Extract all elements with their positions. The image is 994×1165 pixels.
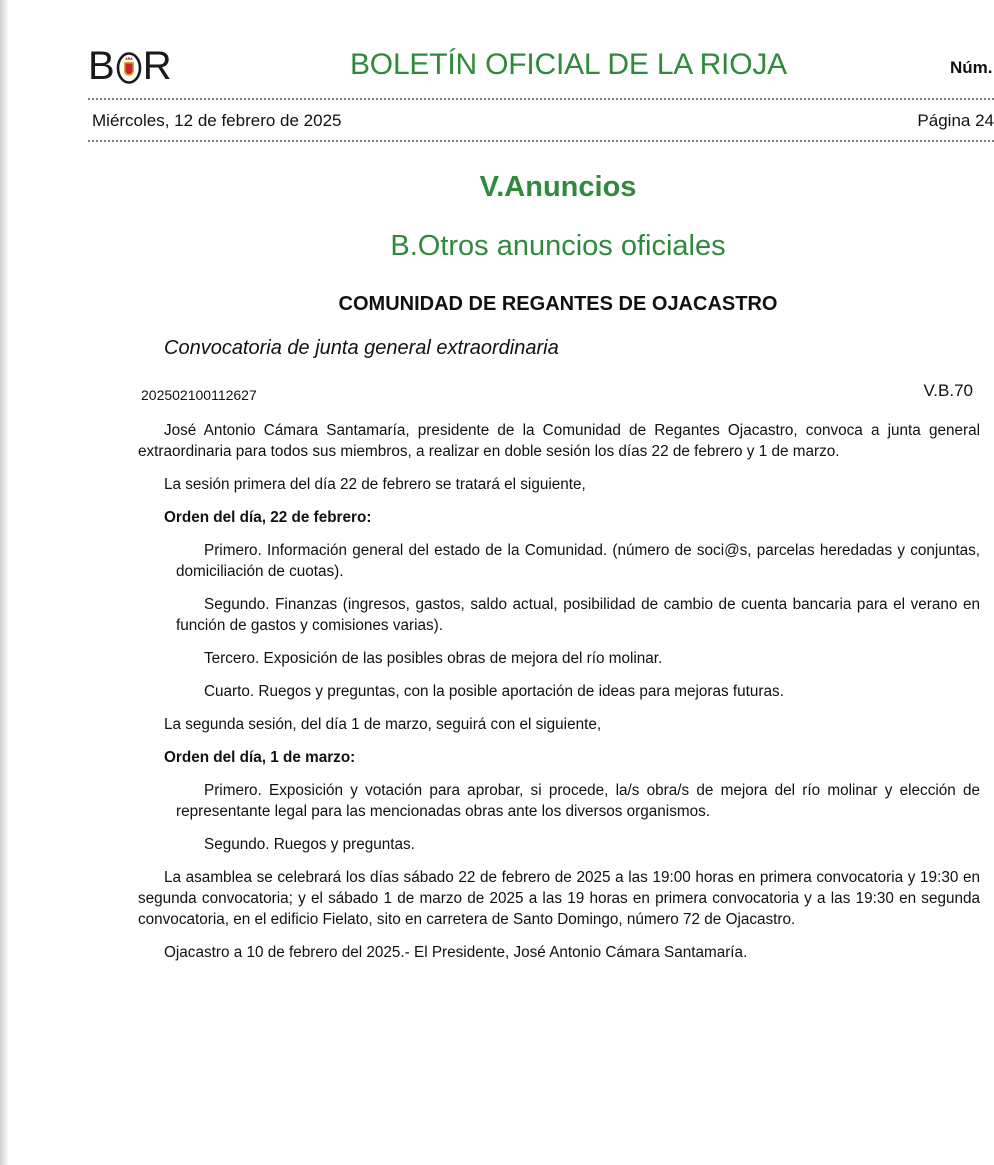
announcement-body	[138, 420, 980, 963]
second-session-intro: La segunda sesión, del día 1 de marzo, seguirá con el siguiente,	[164, 716, 602, 733]
agenda2-heading: Orden del día, 1 de marzo:	[164, 749, 356, 766]
agenda2-item: Primero. Exposición y votación para aprobar, si procede, la/s obra/s de mejora del río molinar y elección de representante legal para las mencionadas obras ante los diversos organismos.	[176, 782, 980, 820]
organization-name: COMUNIDAD DE REGANTES DE OJACASTRO	[338, 293, 778, 315]
subsection-title: B.Otros anuncios oficiales	[390, 230, 726, 262]
first-session-intro: La sesión primera del día 22 de febrero se tratará el siguiente,	[164, 476, 586, 493]
issue-number-label: Núm.	[950, 58, 993, 77]
header-divider-bottom	[88, 140, 994, 142]
agenda1-item: Primero. Información general del estado de la Comunidad. (número de soci@s, parcelas heredadas y conjuntas, domiciliación de cuotas).	[176, 542, 980, 580]
issue-date: Miércoles, 12 de febrero de 2025	[92, 111, 342, 130]
logo-letter-r: R	[142, 44, 172, 88]
agenda1-heading: Orden del día, 22 de febrero:	[164, 509, 372, 526]
reference-code: 202502100112627	[141, 387, 257, 403]
schedule-paragraph: La asamblea se celebrará los días sábado 22 de febrero de 2025 a las 19:00 horas en primera convocatoria y 19:30 en segunda convocatoria; y el sábado 1 de marzo de 2025 a las 19 horas en primera convocatoria y a las 19:30 en segunda convocatoria, en el edificio Fielato, sito en carretera de Santo Domingo, número 72 de Ojacastro.	[138, 869, 980, 928]
intro-paragraph: José Antonio Cámara Santamaría, presidente de la Comunidad de Regantes Ojacastro, convoca a junta general extraordinaria para todos sus miembros, a realizar en doble sesión los días 22 de febrero y 1 de marzo.	[138, 422, 980, 460]
bulletin-title: BOLETÍN OFICIAL DE LA RIOJA	[350, 48, 787, 81]
rioja-seal-icon	[116, 50, 142, 84]
header-divider-top	[88, 98, 994, 100]
logo-letter-b: B	[88, 44, 115, 88]
agenda1-item: Segundo. Finanzas (ingresos, gastos, saldo actual, posibilidad de cambio de cuenta bancaria para el verano en función de gastos y comisiones varias).	[176, 596, 980, 634]
agenda2-item: Segundo. Ruegos y preguntas.	[204, 836, 415, 853]
agenda1-item: Cuarto. Ruegos y preguntas, con la posible aportación de ideas para mejoras futuras.	[204, 683, 784, 700]
reference-section: V.B.70	[923, 381, 973, 400]
agenda1-item: Tercero. Exposición de las posibles obras de mejora del río molinar.	[204, 650, 663, 667]
section-title: V.Anuncios	[479, 171, 637, 203]
signature-line: Ojacastro a 10 de febrero del 2025.- El Presidente, José Antonio Cámara Santamaría.	[164, 944, 748, 961]
bor-logo	[88, 44, 172, 88]
page-number: Página 24	[917, 111, 994, 130]
announcement-title: Convocatoria de junta general extraordinaria	[164, 337, 559, 359]
